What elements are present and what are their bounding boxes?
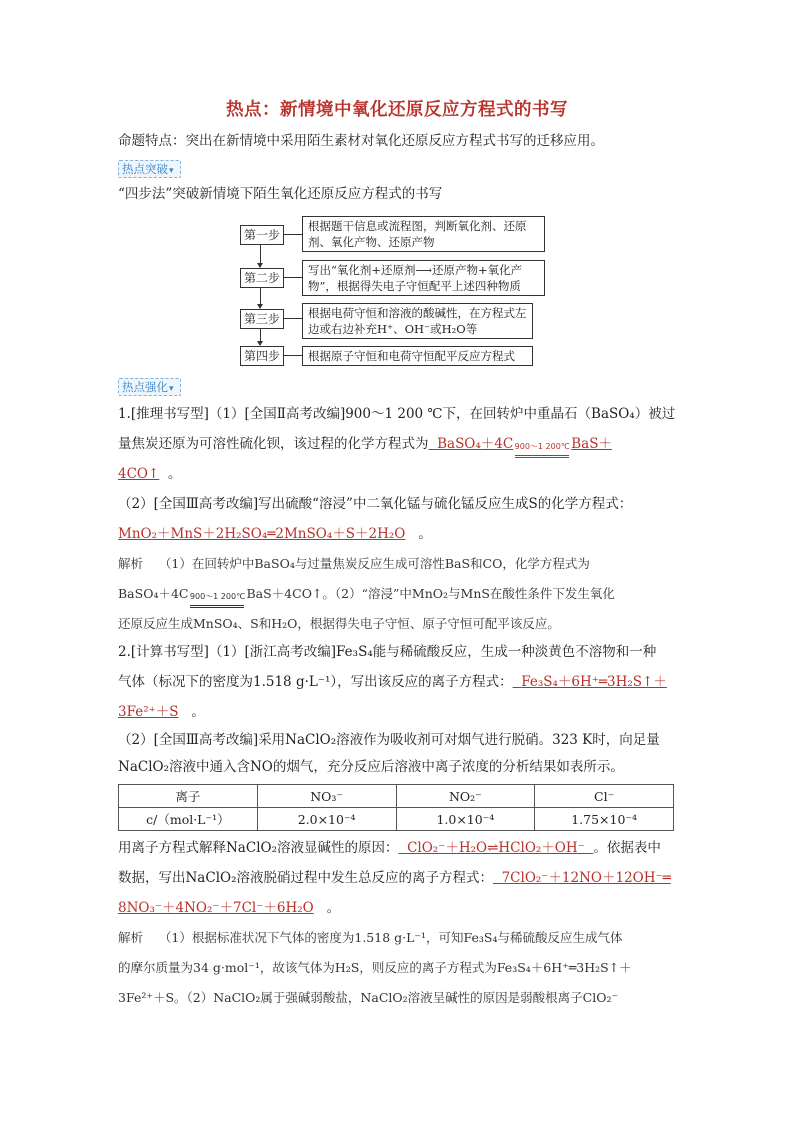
q1-line-answer-2: MnO₂＋MnS＋2H₂SO₄═2MnSO₄＋S＋2H₂O 。 xyxy=(118,526,432,542)
q1-analysis-2: BaSO₄＋4C 900～1 200℃ BaS＋4CO↑。（2）“溶浸”中MnO₂与MnS在酸性条件下发生氧化 xyxy=(118,586,615,601)
step-2-desc: 写出“氧化剂+还原剂⟶还原产物+氧化产物”，根据得失电子守恒配平上述四种物质 xyxy=(302,260,545,296)
step-1-label: 第一步 xyxy=(240,225,284,245)
q2-analysis-2: 的摩尔质量为34 g·mol⁻¹，故该气体为H₂S，则反应的离子方程式为Fe₃S₄＋6H⁺═3H₂S↑＋ xyxy=(118,960,632,975)
table-header-row xyxy=(119,785,674,808)
q2-answer-a: ClO₂⁻＋H₂O⇌HClO₂＋OH⁻ xyxy=(407,840,585,856)
connector-4 xyxy=(283,355,302,356)
connector-1 xyxy=(283,234,302,235)
method-title: “四步法”突破新情境下陌生氧化还原反应方程式的书写 xyxy=(118,186,443,202)
q2-question-a: 用离子方程式解释NaClO₂溶液显碱性的原因： ClO₂⁻＋H₂O⇌HClO₂＋OH⁻ 。依据表中 xyxy=(118,840,661,856)
q1-answer-2: MnO₂＋MnS＋2H₂SO₄═2MnSO₄＋S＋2H₂O xyxy=(118,526,406,542)
q2-line-2: 气体（标况下的密度为1.518 g·L⁻¹），写出该反应的离子方程式： Fe₃S₄＋6H⁺═3H₂S↑＋ xyxy=(118,674,667,690)
connector-3 xyxy=(283,318,302,319)
q2-line-3: 3Fe²⁺＋S 。 xyxy=(118,704,205,720)
page-title: 热点：新情境中氧化还原反应方程式的书写 xyxy=(226,100,568,120)
connector-2 xyxy=(283,277,302,278)
analysis-label: 解析 xyxy=(118,930,144,945)
table-cell: 2.0×10⁻⁴ xyxy=(257,808,396,831)
q1-answer-1: BaSO₄＋4C 900～1 200℃ BaS＋ xyxy=(437,436,612,452)
q2-question-b: 数据，写出NaClO₂溶液脱硝过程中发生总反应的离子方程式： 7ClO₂⁻＋12NO＋12OH⁻═ xyxy=(118,870,671,886)
step-3-desc: 根据电荷守恒和溶液的酸碱性，在方程式左边或右边补充H⁺、OH⁻或H₂O等 xyxy=(302,303,533,339)
intro-text: 命题特点：突出在新情境中采用陌生素材对氧化还原反应方程式书写的迁移应用。 xyxy=(118,133,604,149)
table-header: NO₂⁻ xyxy=(396,785,535,808)
step-2-label: 第二步 xyxy=(240,268,284,288)
q2-analysis-3: 3Fe²⁺＋S。（2）NaClO₂属于强碱弱酸盐，NaClO₂溶液呈碱性的原因是弱酸根离子ClO₂⁻ xyxy=(118,990,619,1005)
q2-answer-b-line: 8NO₃⁻＋4NO₂⁻＋7Cl⁻＋6H₂O 。 xyxy=(118,900,341,916)
q1-analysis-3: 还原反应生成MnSO₄、S和H₂O，根据得失电子守恒、原子守恒可配平该反应。 xyxy=(118,616,560,631)
step-4-desc: 根据原子守恒和电荷守恒配平反应方程式 xyxy=(302,346,533,366)
q2-line-1: 2.[计算书写型]（1）[浙江高考改编]Fe₃S₄能与稀硫酸反应，生成一种淡黄色不溶物和一种 xyxy=(118,644,657,660)
q2-answer-1-cont: 3Fe²⁺＋S xyxy=(118,704,179,720)
arrow-2-3 xyxy=(260,288,261,308)
table-cell: 1.75×10⁻⁴ xyxy=(535,808,674,831)
q1-line-1: 1.[推理书写型]（1）[全国Ⅱ高考改编]900～1 200 ℃下，在回转炉中重晶石（BaSO₄）被过 xyxy=(118,406,676,422)
arrow-1-2 xyxy=(260,245,261,267)
q2-analysis-1: 解析 （1）根据标准状况下气体的密度为1.518 g·L⁻¹，可知Fe₃S₄与稀硫酸反应生成气体 xyxy=(118,930,623,945)
q2-part-2-line-2: NaClO₂溶液中通入含NO的烟气，充分反应后溶液中离子浓度的分析结果如表所示。 xyxy=(118,759,624,775)
table-cell: c/（mol·L⁻¹） xyxy=(119,808,258,831)
q2-answer-b-cont: 8NO₃⁻＋4NO₂⁻＋7Cl⁻＋6H₂O xyxy=(118,900,314,916)
q1-line-3: 4CO↑ 。 xyxy=(118,466,182,482)
q1-line-2-text: 量焦炭还原为可溶性硫化钡，该过程的化学方程式为 xyxy=(118,436,429,452)
analysis-label: 解析 xyxy=(118,556,144,571)
table-header: Cl⁻ xyxy=(535,785,674,808)
table-header: 离子 xyxy=(119,785,258,808)
ion-concentration-table xyxy=(118,784,674,831)
q1-answer-1-cont: 4CO↑ xyxy=(118,466,160,482)
badge-hotspot-reinforcement: 热点强化 ▾ xyxy=(118,378,181,396)
table-header: NO₃⁻ xyxy=(257,785,396,808)
arrow-3-4 xyxy=(260,329,261,345)
table-cell: 1.0×10⁻⁴ xyxy=(396,808,535,831)
step-4-label: 第四步 xyxy=(240,346,284,366)
q1-line-2 xyxy=(118,434,678,454)
q1-part-2: （2）[全国Ⅲ高考改编]写出硫酸“溶浸”中二氧化锰与硫化锰反应生成S的化学方程式： xyxy=(118,496,633,512)
q1-analysis-1: 解析 （1）在回转炉中BaSO₄与过量焦炭反应生成可溶性BaS和CO，化学方程式为 xyxy=(118,556,590,571)
step-3-label: 第三步 xyxy=(240,309,284,329)
step-1-desc: 根据题干信息或流程图，判断氧化剂、还原剂、氧化产物、还原产物 xyxy=(302,216,545,252)
badge-hotspot-breakthrough: 热点突破 ▾ xyxy=(118,160,181,178)
q2-answer-1: Fe₃S₄＋6H⁺═3H₂S↑＋ xyxy=(521,674,667,690)
q2-answer-b: 7ClO₂⁻＋12NO＋12OH⁻═ xyxy=(501,870,671,886)
q2-part-2-line-1: （2）[全国Ⅲ高考改编]采用NaClO₂溶液作为吸收剂可对烟气进行脱硝。323 K时，向足量 xyxy=(118,732,660,748)
table-row xyxy=(119,808,674,831)
